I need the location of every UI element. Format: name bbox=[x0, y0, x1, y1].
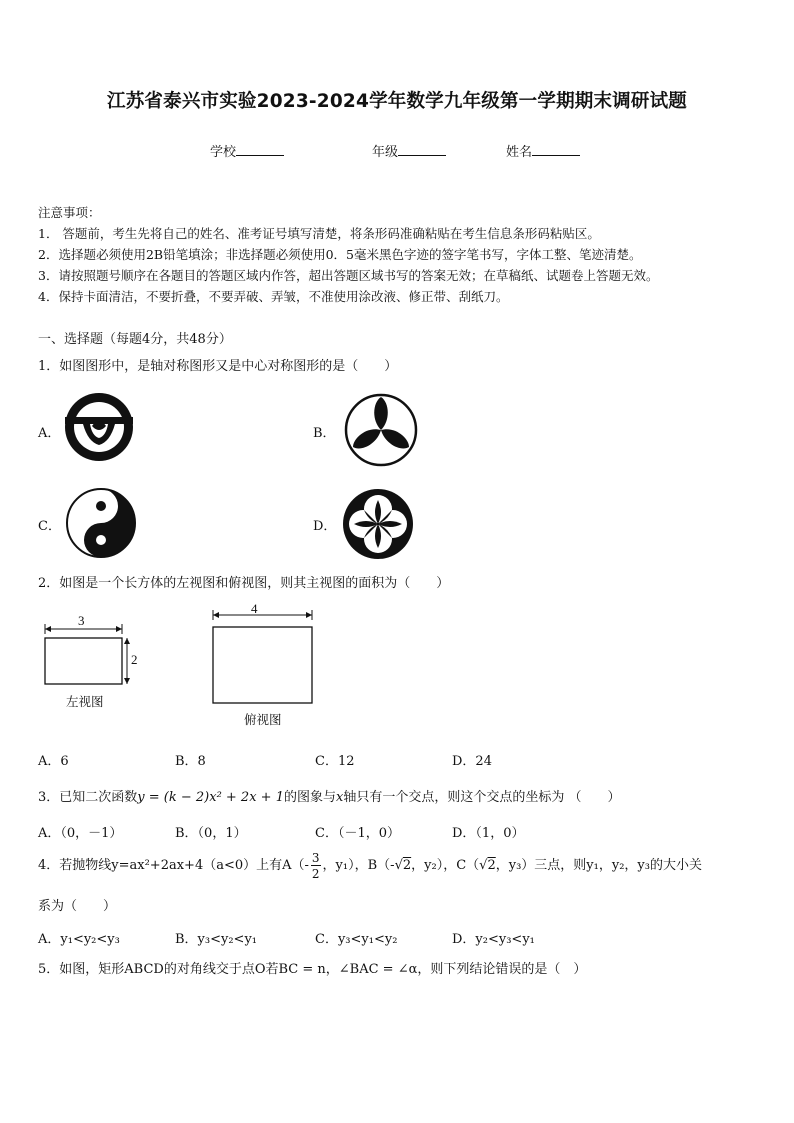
q2-option-a: A．6 bbox=[38, 754, 69, 769]
notice-item-3: 3．请按照题号顺序在各题目的答题区域内作答，超出答题区域书写的答案无效；在草稿纸、试题卷上答题无效。 bbox=[38, 268, 659, 283]
left-view-height-label: 2 bbox=[131, 652, 138, 667]
q1-option-b-figure bbox=[343, 392, 419, 468]
grade-field bbox=[372, 141, 446, 160]
notice-item-1: 1． 答题前，考生先将自己的姓名、准考证号填写清楚，将条形码准确粘贴在考生信息条形码粘贴区。 bbox=[38, 226, 600, 241]
name-blank bbox=[532, 143, 580, 156]
question-5-stem: 5．如图，矩形ABCD的对角线交于点O若BC = n，∠BAC = ∠α，则下列结论错误的是（ ） bbox=[38, 962, 587, 977]
q4-frac-den: 2 bbox=[311, 866, 320, 881]
q4-fraction bbox=[311, 852, 321, 880]
q1-option-d-label: D． bbox=[313, 519, 337, 534]
notice-item-2: 2．选择题必须使用2B铅笔填涂；非选择题必须使用0．5毫米黑色字迹的签字笔书写，字体工整、笔迹清楚。 bbox=[38, 247, 642, 262]
left-view-caption: 左视图 bbox=[66, 694, 104, 709]
q4-option-b: B．y₃<y₂<y₁ bbox=[175, 932, 258, 947]
q1-option-b-label: B． bbox=[313, 426, 336, 441]
q3-option-a: A．（0，－1） bbox=[38, 826, 123, 841]
grade-blank bbox=[398, 143, 446, 156]
q4-frac-num: 3 bbox=[311, 850, 320, 865]
q2-option-c: C．12 bbox=[315, 754, 355, 769]
q4-sqrt2-value: 2 bbox=[487, 858, 496, 873]
name-label: 姓名 bbox=[506, 145, 533, 160]
q4-part2: ，y₁），B（- bbox=[322, 858, 395, 873]
q4-part4: ，y₃）三点，则y₁，y₂，y₃的大小关 bbox=[495, 858, 702, 873]
notice-item-4: 4．保持卡面清洁，不要折叠，不要弄破、弄皱，不准使用涂改液、修正带、刮纸刀。 bbox=[38, 289, 509, 304]
school-label: 学校 bbox=[210, 145, 237, 160]
q3-option-d: D．（1，0） bbox=[452, 826, 525, 841]
q3-axis: x bbox=[335, 790, 344, 805]
q3-formula: y = (k − 2)x² + 2x + 1 bbox=[137, 790, 284, 805]
page-title: 江苏省泰兴市实验2023-2024学年数学九年级第一学期期末调研试题 bbox=[107, 91, 687, 112]
q3-mid: 的图象与 bbox=[283, 790, 336, 805]
q4-option-a: A．y₁<y₂<y₃ bbox=[38, 932, 120, 947]
q4-sqrt1: √2 bbox=[394, 858, 412, 873]
q3-option-c: C．（－1，0） bbox=[315, 826, 400, 841]
q4-part3: ，y₂），C（ bbox=[411, 858, 480, 873]
q3-suffix: 轴只有一个交点，则这个交点的坐标为 （ ） bbox=[343, 790, 621, 805]
left-view-width-label: 3 bbox=[78, 613, 85, 628]
grade-label: 年级 bbox=[372, 145, 399, 160]
q4-option-d: D．y₂<y₃<y₁ bbox=[452, 932, 535, 947]
q2-top-view-diagram bbox=[205, 600, 325, 710]
school-field bbox=[210, 141, 284, 160]
name-field bbox=[506, 141, 580, 160]
q4-part1: 4．若抛物线y=ax²+2ax+4（a<0）上有A（- bbox=[38, 858, 309, 873]
school-blank bbox=[236, 143, 284, 156]
q3-prefix: 3．已知二次函数 bbox=[38, 790, 138, 805]
notice-heading: 注意事项： bbox=[38, 205, 101, 220]
q3-option-b: B．（0，1） bbox=[175, 826, 247, 841]
q1-option-c-figure bbox=[64, 486, 138, 560]
q1-option-a-figure bbox=[62, 390, 136, 464]
q1-option-a-label: A． bbox=[38, 426, 61, 441]
question-4-stem bbox=[38, 849, 702, 883]
top-view-caption: 俯视图 bbox=[244, 712, 282, 727]
section-heading: 一、选择题（每题4分，共48分） bbox=[38, 332, 232, 347]
q4-sqrt2: √2 bbox=[479, 858, 496, 873]
q1-option-c-label: C． bbox=[38, 519, 61, 534]
question-2-stem: 2．如图是一个长方体的左视图和俯视图，则其主视图的面积为（ ） bbox=[38, 576, 450, 591]
q4-option-c: C．y₃<y₁<y₂ bbox=[315, 932, 398, 947]
q2-option-b: B．8 bbox=[175, 754, 206, 769]
top-view-width-label: 4 bbox=[251, 601, 258, 616]
question-3-stem bbox=[38, 786, 620, 805]
q1-option-d-figure bbox=[340, 486, 416, 562]
q2-option-d: D．24 bbox=[452, 754, 492, 769]
q4-line2: 系为（ ） bbox=[38, 899, 117, 914]
question-1-stem: 1．如图图形中，是轴对称图形又是中心对称图形的是（ ） bbox=[38, 359, 398, 374]
q4-sqrt1-value: 2 bbox=[402, 858, 412, 873]
